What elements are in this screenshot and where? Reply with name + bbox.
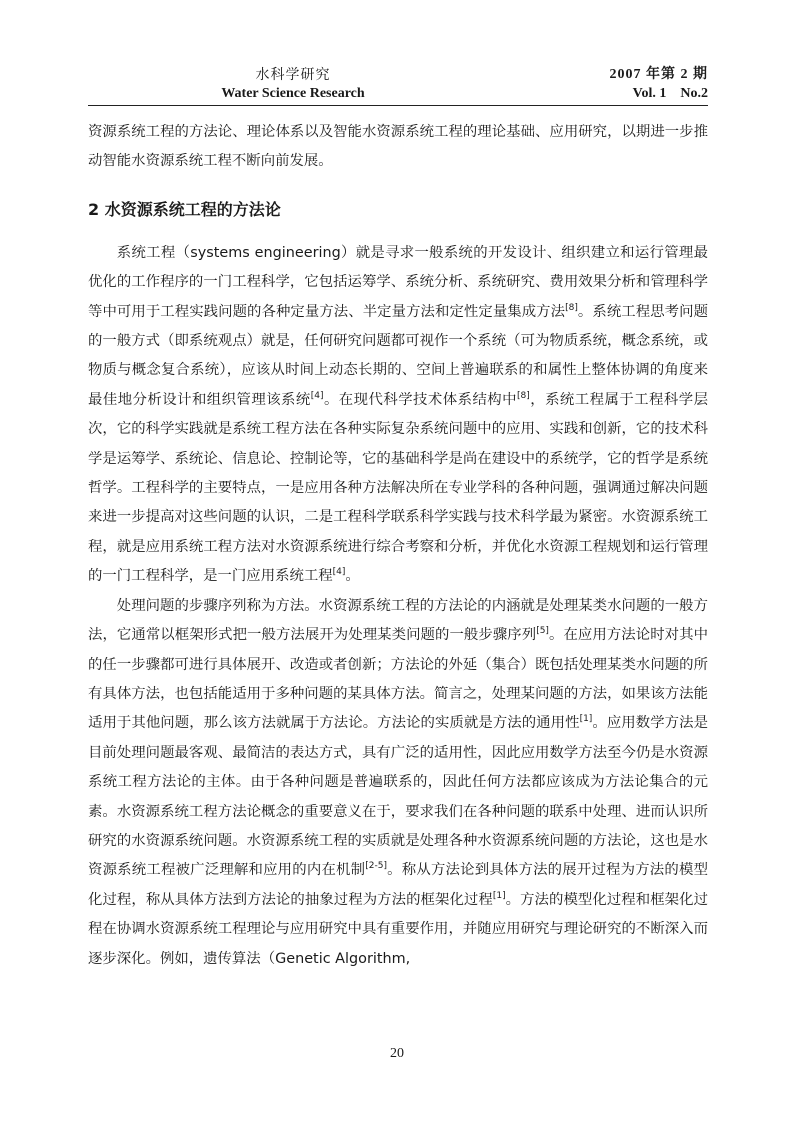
header-rule: [88, 105, 708, 106]
paragraph-1: [88, 239, 708, 592]
section-heading: 2 水资源系统工程的方法论: [88, 199, 281, 219]
paragraph-1-text-1: 系统工程（systems engineering）就是寻求一般系统的开发设计、组织建立和运行管理最优化的工作程序的一门工程科学，它包括运筹学、系统分析、系统研究、费用效果分析和管理科学等中可用于工程实践问题的各种定量方法、半定量方法和定性定量集成方法: [88, 244, 708, 320]
citation: [1]: [579, 714, 593, 725]
paragraph-2-text-1: 处理问题的步骤序列称为方法。水资源系统工程的方法论的内涵就是处理某类水问题的一般方法，它通常以框架形式把一般方法展开为处理某类问题的一般步骤序列: [88, 597, 708, 644]
journal-title-cn: 水科学研究: [255, 67, 331, 83]
paragraph-1-text-3: 。在现代科学技术体系结构中: [323, 391, 518, 408]
paragraph-1-text-2: 。系统工程思考问题的一般方式（即系统观点）就是，任何研究问题都可视作一个系统（可为物质系统，概念系统，或物质与概念复合系统），应该从时间上动态长期的、空间上普遍联系的和属性上整体协调的角度来最佳地分析设计和组织管理该系统: [88, 303, 708, 408]
page-body: [88, 118, 708, 974]
citation: [8]: [565, 302, 578, 313]
paragraph-2-text-5: 。方法的模型化过程和框架化过程在协调水资源系统工程理论与应用研究中具有重要作用，并随应用研究与理论研究的不断深入而逐步深化。例如，遗传算法（Genetic Algorithm,: [88, 891, 708, 967]
citation: [8]: [517, 391, 530, 402]
citation: [4]: [332, 567, 346, 578]
paragraph-2-text-2: 。在应用方法论时对其中的任一步骤都可进行具体展开、改造或者创新；方法论的外延（集合）既包括处理某类水问题的所有具体方法，也包括能适用于多种问题的某具体方法。简言之，处理某问题的方法，如果该方法能适用于其他问题，那么该方法就属于方法论。方法论的实质就是方法的通用性: [88, 627, 708, 732]
paragraph-1-text-4: ，系统工程属于工程科学层次，它的科学实践就是系统工程方法在各种实际复杂系统问题中的应用、实践和创新，它的技术科学是运筹学、系统论、信息论、控制论等，它的基础科学是尚在建设中的系统学，它的哲学是系统哲学。工程科学的主要特点，一是应用各种方法解决所在专业学科的各种问题，强调通过解决问题来进一步提高对这些问题的认识，二是工程科学联系科学实践与技术科学最为紧密。水资源系统工程，就是应用系统工程方法对水资源系统进行综合考察和分析，并优化水资源工程规划和运行管理的一门工程科学，是一门应用系统工程: [88, 391, 708, 585]
running-header: [88, 66, 708, 106]
paragraph-2: [88, 592, 708, 974]
issue-info-block: [508, 66, 708, 103]
issue-info-en: Vol. 1 No.2: [632, 86, 708, 101]
citation: [2-5]: [365, 861, 387, 872]
paragraph-2-text-4: 。称从方法论到具体方法的展开过程为方法的模型化过程，称从具体方法到方法论的抽象过程为方法的框架化过程: [88, 862, 708, 908]
intro-paragraph: 资源系统工程的方法论、理论体系以及智能水资源系统工程的理论基础、应用研究，以期进一步推动智能水资源系统工程不断向前发展。: [88, 124, 708, 170]
citation: [5]: [536, 626, 549, 637]
issue-info-cn: 2007 年第 2 期: [609, 67, 708, 82]
paragraph-1-text-5: 。: [345, 568, 360, 585]
journal-title-en: Water Science Research: [221, 86, 365, 101]
journal-title-block: [88, 66, 498, 103]
page-number: 20: [390, 1046, 404, 1061]
paragraph-2-text-3: 。应用数学方法是目前处理问题最客观、最简洁的表达方式，具有广泛的适用性，因此应用数学方法至今仍是水资源系统工程方法论的主体。由于各种问题是普遍联系的，因此任何方法都应该成为方法论集合的元素。水资源系统工程方法论概念的重要意义在于，要求我们在各种问题的联系中处理、进而认识所研究的水资源系统问题。水资源系统工程的实质就是处理各种水资源系统问题的方法论，这也是水资源系统工程被广泛理解和应用的内在机制: [88, 715, 708, 879]
citation: [1]: [492, 890, 506, 901]
citation: [4]: [310, 391, 324, 402]
